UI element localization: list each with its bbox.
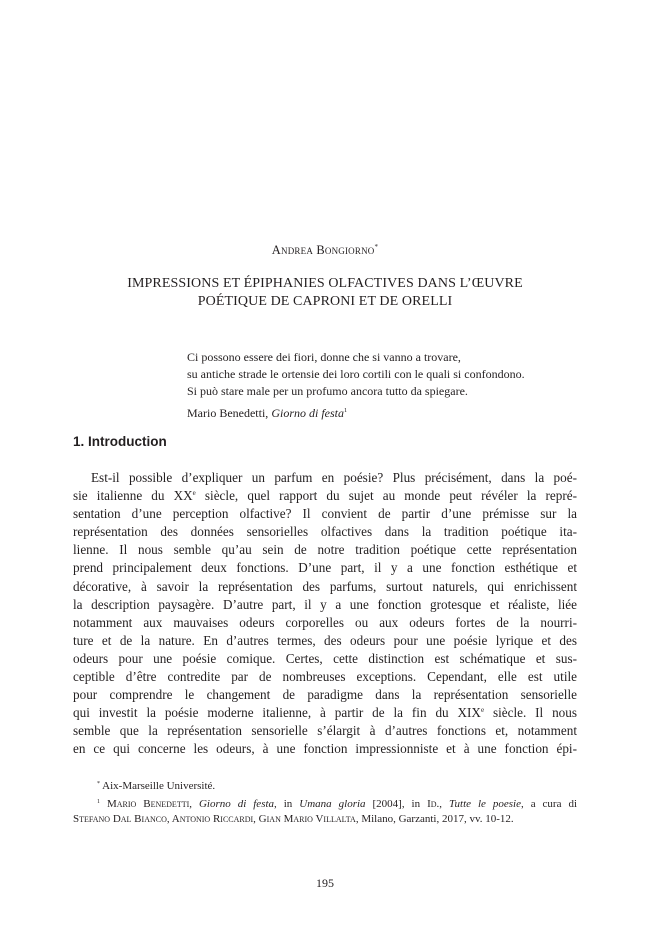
body-line: ceptible d’être contredite par de nombreuses exceptions. Cependant, elle est utile	[73, 669, 577, 685]
body-line: représentation des données sensorielles olfactives dans la tradition poétique ita-	[73, 524, 577, 540]
epigraph-line: Si può stare male per un profumo ancora tutto da spiegare.	[187, 384, 468, 398]
epigraph-author: Mario Benedetti,	[187, 406, 269, 420]
body-line: prend principalement deux fonctions. D’une part, il y a une fonction esthétique et	[73, 560, 577, 576]
body-line: odeurs pour une poésie comique. Certes, cette distinction est schématique et sus-	[73, 650, 577, 666]
body-line-segment: qui investit la poésie moderne italienne, à partir de la fin du XIX	[73, 705, 481, 721]
epigraph-line: su antiche strade le ortensie dei loro cortili con le quali si confondono.	[187, 367, 525, 381]
body-paragraph	[73, 469, 577, 759]
title-line-1: IMPRESSIONS ET ÉPIPHANIES OLFACTIVES DANS L’ŒUVRE	[127, 276, 523, 291]
body-line	[73, 487, 577, 505]
body-line: notamment aux mauvaises odeurs corporelles ou aux odeurs fortes de la nourri-	[73, 614, 577, 630]
epigraph-note-marker: 1	[343, 407, 348, 414]
footnote-work: Giorno di festa	[198, 797, 275, 810]
footnote-text: ,	[439, 797, 449, 810]
article-author	[0, 243, 650, 258]
body-line-segment: sie italienne du XX	[73, 488, 193, 504]
footnote-text: Aix-Marseille Université.	[102, 780, 216, 792]
body-line: en ce qui concerne les odeurs, à une fonction impressionniste et à une fonction épi-	[73, 741, 577, 757]
superscript: e	[480, 706, 485, 715]
body-line: la description paysagère. D’autre part, il y a une fonction grotesque et réaliste, liée	[73, 596, 577, 612]
title-line-2: POÉTIQUE DE CAPRONI ET DE ORELLI	[197, 294, 453, 309]
footnote-text: , in	[274, 797, 300, 810]
body-line: décorative, à savoir la représentation des parfums, surtout naturels, qui enrichissent	[73, 578, 577, 594]
body-line: Est-il possible d’expliquer un parfum en poésie? Plus précisément, dans la poé-	[91, 470, 577, 485]
body-line: semble que la représentation sensorielle s’élargit à d’autres fonctions et, notamment	[73, 723, 577, 739]
body-line: ture et de la nature. En d’autres termes, des odeurs pour une poésie lyrique et des	[73, 632, 577, 648]
footnote-1-continued	[73, 812, 577, 828]
author-name: Andrea Bongiorno	[271, 243, 375, 257]
body-line: sentation d’une perception olfactive? Il convient de partir d’une prémisse sur la	[73, 506, 577, 522]
article-title	[80, 275, 570, 311]
superscript: e	[192, 489, 196, 498]
footnote-1	[73, 795, 577, 813]
epigraph-work: Giorno di festa	[271, 406, 344, 420]
body-line-segment: siècle, quel rapport du sujet au monde peut révéler la repré-	[195, 488, 577, 504]
footnote-text: Milano, Garzanti, 2017, vv. 10-12.	[358, 813, 514, 825]
footnotes	[73, 777, 577, 828]
body-line-segment: siècle. Il nous	[484, 705, 577, 721]
footnote-ibid: Id.	[427, 797, 440, 810]
body-line: lienne. Il nous semble qu’au sein de notre tradition poétique cette représentation	[73, 542, 577, 558]
section-heading: 1. Introduction	[73, 434, 167, 449]
epigraph-line: Ci possono essere dei fiori, donne che si vanno a trovare,	[187, 350, 461, 364]
body-line: pour comprendre le changement de paradigme dans la représentation sensorielle	[73, 687, 577, 703]
footnote-author: Mario Benedetti,	[106, 797, 193, 810]
page-number: 195	[316, 876, 334, 890]
author-footnote-marker: *	[374, 243, 379, 251]
body-line	[73, 704, 577, 722]
footnote-marker: *	[97, 781, 100, 787]
footnote-text: , a cura di	[520, 797, 578, 810]
footnote-marker: 1	[97, 798, 100, 805]
footnote-collection: Umana gloria	[299, 797, 366, 810]
footnote-editors: Stefano Dal Bianco, Antonio Riccardi, Gian Mario Villalta,	[73, 813, 359, 825]
epigraph-attribution	[187, 402, 582, 422]
footnote-text: [2004], in	[365, 797, 428, 810]
footnote-star	[73, 777, 577, 795]
epigraph	[187, 349, 582, 422]
footnote-work: Tutte le poesie	[449, 797, 521, 810]
